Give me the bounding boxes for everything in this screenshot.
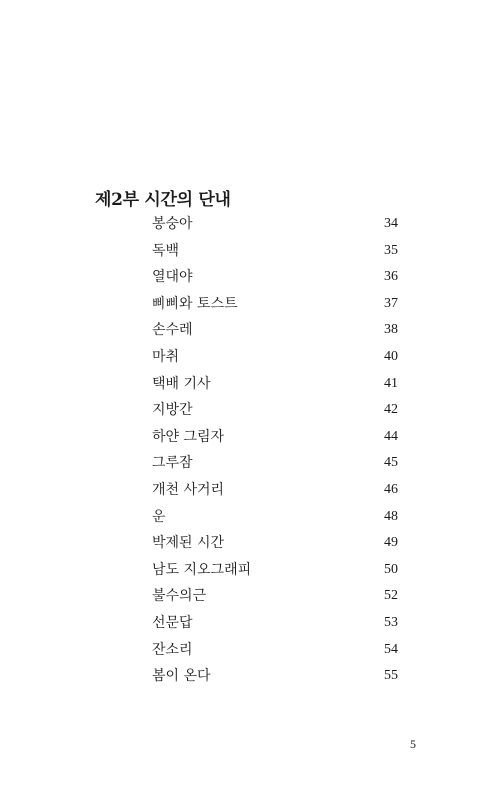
toc-item xyxy=(152,398,398,425)
toc-item xyxy=(152,345,398,372)
toc-item-page: 42 xyxy=(384,402,398,418)
toc-item xyxy=(152,265,398,292)
toc-item-title: 손수레 xyxy=(152,322,193,339)
toc-item-title: 삐삐와 토스트 xyxy=(152,295,238,312)
toc-item-title: 운 xyxy=(152,508,166,525)
toc-item-title: 열대야 xyxy=(152,269,193,286)
toc-item-page: 35 xyxy=(384,242,398,258)
toc-item xyxy=(152,531,398,558)
toc-item xyxy=(152,372,398,399)
toc-item-page: 53 xyxy=(384,614,398,630)
toc-item xyxy=(152,611,398,638)
section-title: 제2부 시간의 단내 xyxy=(95,190,231,210)
table-of-contents xyxy=(152,212,398,691)
toc-item xyxy=(152,239,398,266)
toc-item-title: 택배 기사 xyxy=(152,375,211,392)
toc-item-title: 불수의근 xyxy=(152,588,207,605)
toc-item-title: 박제된 시간 xyxy=(152,535,225,552)
toc-item-page: 50 xyxy=(384,561,398,577)
toc-item-page: 40 xyxy=(384,348,398,364)
toc-item-page: 37 xyxy=(384,295,398,311)
toc-item-page: 41 xyxy=(384,375,398,391)
toc-item-page: 34 xyxy=(384,216,398,231)
toc-item-page: 52 xyxy=(384,588,398,604)
page-number: 5 xyxy=(410,737,416,751)
toc-item-page: 54 xyxy=(384,641,398,657)
toc-item-title: 남도 지오그래피 xyxy=(152,561,252,578)
toc-item xyxy=(152,425,398,452)
toc-item xyxy=(152,505,398,532)
toc-item xyxy=(152,292,398,319)
toc-item xyxy=(152,451,398,478)
toc-item-title: 선문답 xyxy=(152,614,193,631)
toc-item-title: 봉숭아 xyxy=(152,216,193,232)
toc-item xyxy=(152,212,398,239)
toc-item-page: 49 xyxy=(384,535,398,551)
toc-item-title: 그루잠 xyxy=(152,455,193,472)
toc-item-page: 44 xyxy=(384,428,398,444)
toc-item-page: 46 xyxy=(384,481,398,497)
toc-item-page: 38 xyxy=(384,322,398,338)
toc-item-page: 45 xyxy=(384,455,398,471)
toc-item-page: 55 xyxy=(384,668,398,684)
toc-item xyxy=(152,318,398,345)
toc-item-title: 독백 xyxy=(152,242,180,259)
toc-item xyxy=(152,558,398,585)
toc-item-title: 개천 사거리 xyxy=(152,481,225,498)
toc-item-title: 지방간 xyxy=(152,402,193,419)
toc-item xyxy=(152,638,398,665)
toc-item-title: 봄이 온다 xyxy=(152,668,211,685)
toc-item xyxy=(152,664,398,691)
toc-item-title: 잔소리 xyxy=(152,641,193,658)
toc-item-title: 마취 xyxy=(152,348,180,365)
toc-item-page: 48 xyxy=(384,508,398,524)
toc-item xyxy=(152,478,398,505)
toc-item-title: 하얀 그림자 xyxy=(152,428,225,445)
toc-item-page: 36 xyxy=(384,269,398,285)
toc-item xyxy=(152,584,398,611)
